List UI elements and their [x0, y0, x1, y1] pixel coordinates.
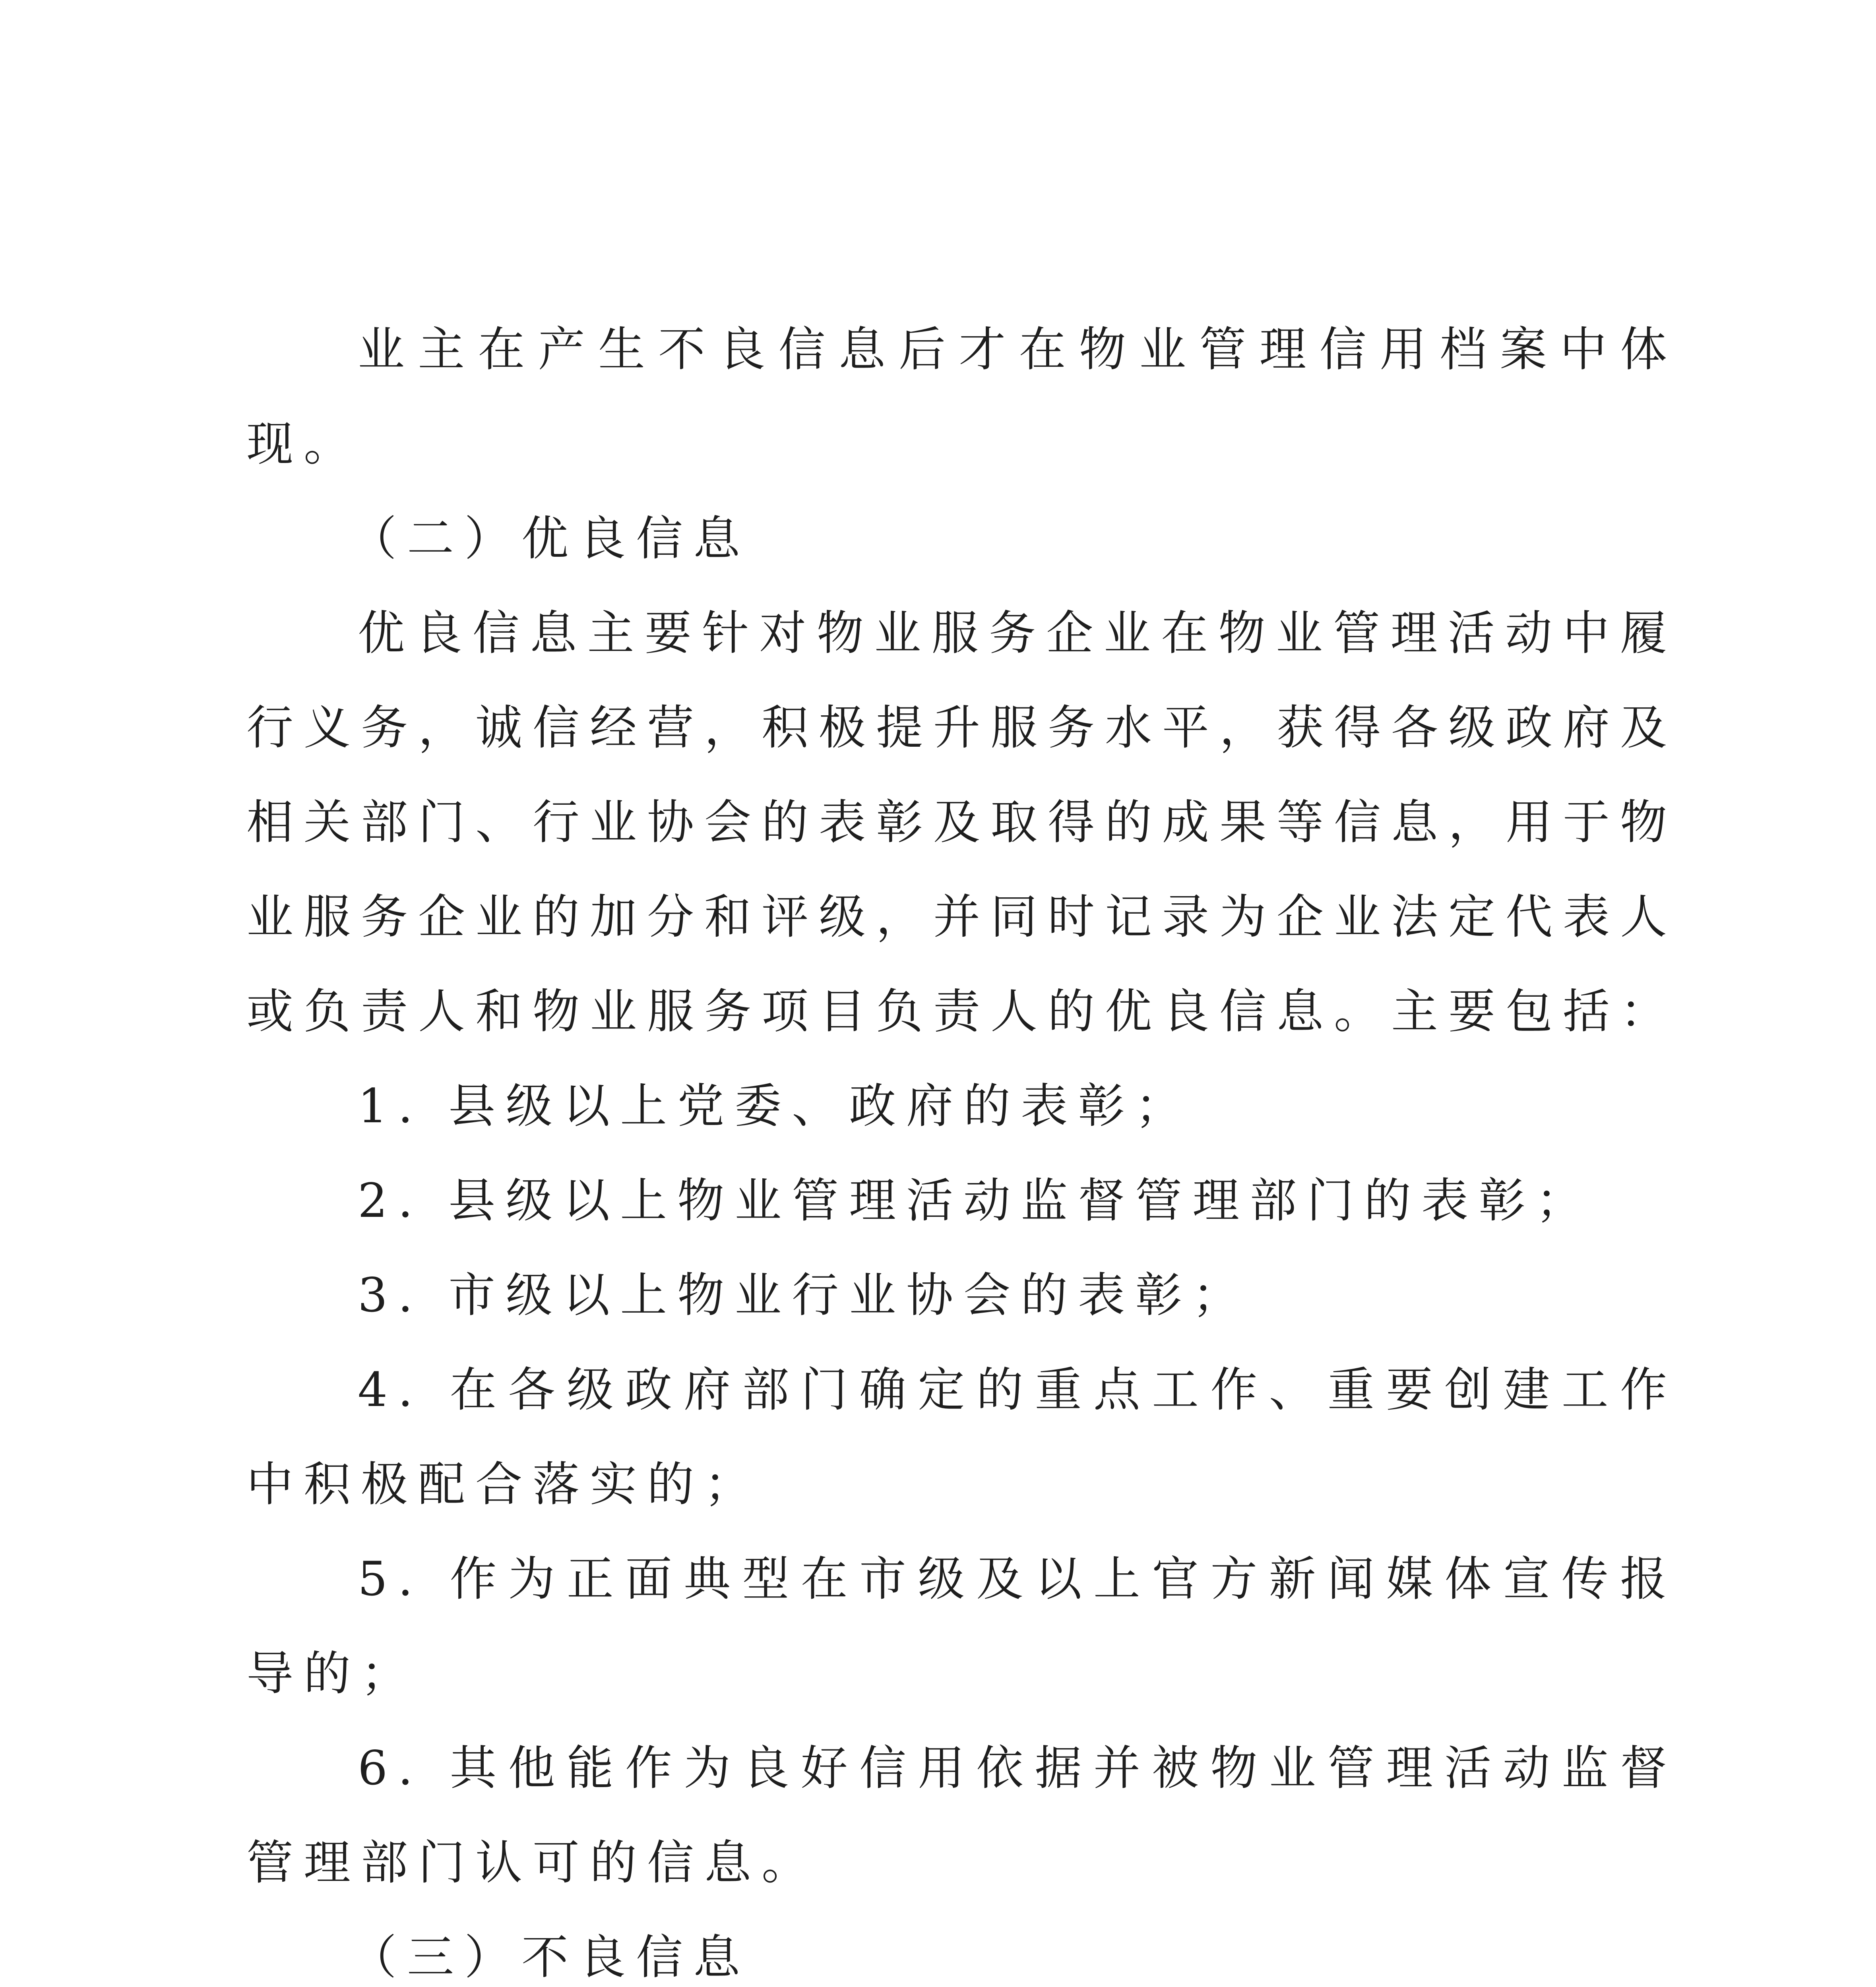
list-item-2: 2. 县级以上物业管理活动监督管理部门的表彰； — [358, 1173, 1593, 1228]
list-item-6: 6. 其他能作为良好信用依据并被物业管理活动监督管理部门认可的信息。 — [246, 1741, 1677, 1890]
paragraph-continuation: 业主在产生不良信息后才在物业管理信用档案中体现。 — [246, 322, 1677, 471]
list-item-4: 4. 在各级政府部门确定的重点工作、重要创建工作中积极配合落实的； — [246, 1362, 1677, 1512]
paragraph-excellent-info: 优良信息主要针对物业服务企业在物业管理活动中履行义务，诚信经营，积极提升服务水平，获得各级政府及相关部门、行业协会的表彰及取得的成果等信息，用于物业服务企业的加分和评级，并同时记录为企业法定代表人或负责人和物业服务项目负责人的优良信息。主要包括： — [246, 606, 1678, 1039]
list-item-5: 5. 作为正面典型在市级及以上官方新闻媒体宣传报导的； — [246, 1551, 1677, 1701]
list-item-3: 3. 市级以上物业行业协会的表彰； — [358, 1268, 1250, 1323]
body-text — [246, 302, 1677, 1987]
section-heading-excellent-info: （二）优良信息 — [350, 511, 751, 566]
list-item-1: 1. 县级以上党委、政府的表彰； — [358, 1079, 1193, 1133]
section-heading-bad-info: （三）不良信息 — [350, 1930, 751, 1985]
